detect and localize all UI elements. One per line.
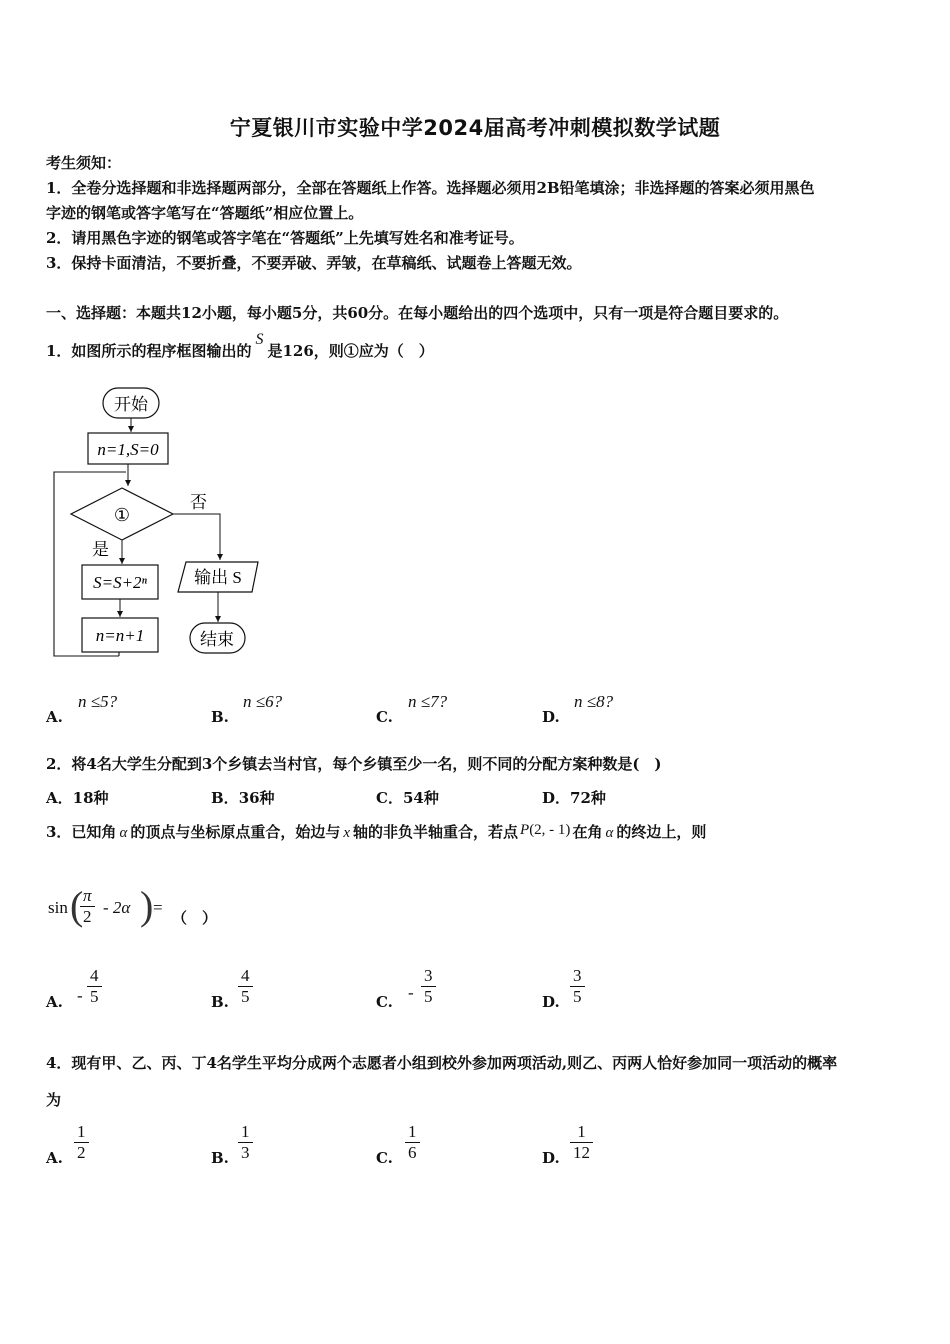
q3-option-c-fraction: $\frac{3}{5}$ — [421, 966, 436, 1007]
flow-step1-label: S=S+2ⁿ — [93, 573, 147, 592]
q3-option-a-sign: - — [77, 986, 83, 1005]
q4-option-d-label: D. — [542, 1149, 560, 1167]
q4-option-c-fraction: $\frac{1}{6}$ — [405, 1122, 420, 1163]
q1-suffix: 是126，则①应为（ ） — [267, 342, 434, 360]
question-2-text: 2．将4名大学生分配到3个乡镇去当村官，每个乡镇至少一名，则不同的分配方案种数是( ) — [46, 755, 662, 773]
q4-option-a-label: A. — [46, 1149, 63, 1167]
flow-output-label: 输出 S — [194, 568, 242, 587]
q1-option-c-label: C. — [376, 708, 393, 726]
flowchart — [40, 380, 280, 680]
q3-expr-eq: = — [153, 898, 163, 917]
q1-option-a-label: A. — [46, 708, 63, 726]
q3-option-d-label: D. — [542, 993, 560, 1011]
q4-option-c-label: C. — [376, 1149, 393, 1167]
q3-expr-rest: - 2α — [103, 898, 131, 917]
q3-option-a-fraction: $\frac{4}{5}$ — [87, 966, 102, 1007]
q3-option-b-fraction: $\frac{4}{5}$ — [238, 966, 253, 1007]
flow-init-label: n=1,S=0 — [97, 440, 159, 459]
q4-option-b-fraction: $\frac{1}{3}$ — [238, 1122, 253, 1163]
flow-end-label: 结束 — [200, 630, 234, 649]
section-heading: 一、选择题：本题共12小题，每小题5分，共60分。在每小题给出的四个选项中，只有一项是符合题目要求的。 — [46, 304, 789, 322]
q3-option-a-label: A. — [46, 993, 63, 1011]
notice-item-2: 2．请用黑色字迹的钢笔或答字笔在“答题纸”上先填写姓名和准考证号。 — [46, 229, 524, 247]
q2-option-a: A．18种 — [46, 789, 109, 807]
q2-option-d: D．72种 — [542, 789, 606, 807]
q1-option-a-text: n ≤5? — [78, 692, 118, 711]
q3-option-c-label: C. — [376, 993, 393, 1011]
notice-item-1-line-1: 1．全卷分选择题和非选择题两部分，全部在答题纸上作答。选择题必须用2B铅笔填涂；非选择题的答案必须用黑色 — [46, 179, 815, 197]
notice-item-3: 3．保持卡面清洁，不要折叠，不要弄破、弄皱，在草稿纸、试题卷上答题无效。 — [46, 254, 582, 272]
q1-option-b-label: B. — [211, 708, 229, 726]
page-title: 宁夏银川市实验中学2024届高考冲刺模拟数学试题 — [229, 116, 721, 140]
question-1-text — [46, 331, 434, 361]
q3-right-paren: ) — [140, 883, 154, 928]
notice-item-1-line-2: 字迹的钢笔或答字笔写在“答题纸”相应位置上。 — [46, 204, 364, 222]
q2-option-c: C．54种 — [376, 789, 439, 807]
q3-expr-fraction: $\frac{\pi}{2}$ — [80, 886, 95, 927]
flow-step2-label: n=n+1 — [95, 626, 145, 645]
q4-option-a-fraction: $\frac{1}{2}$ — [74, 1122, 89, 1163]
q3-left-paren: ( — [70, 883, 84, 928]
question-4-line-1: 4．现有甲、乙、丙、丁4名学生平均分成两个志愿者小组到校外参加两项活动,则乙、丙两人恰好参加同一项活动的概率 — [46, 1054, 838, 1072]
q1-prefix: 1．如图所示的程序框图输出的 — [46, 342, 252, 360]
q3-point: P(2, - 1) — [520, 822, 571, 838]
q4-option-d-fraction: $\frac{1}{12}$ — [570, 1122, 593, 1163]
q3-expr-blank: （ ） — [172, 909, 218, 927]
flow-no-label: 否 — [190, 493, 207, 512]
q1-var: S — [255, 331, 264, 348]
q3-option-d-fraction: $\frac{3}{5}$ — [570, 966, 585, 1007]
flow-yes-label: 是 — [92, 540, 109, 559]
notice-heading: 考生须知： — [46, 154, 122, 172]
q3-expr-sin: sin — [48, 898, 68, 917]
q1-option-d-label: D. — [542, 708, 560, 726]
question-3-text: 3．已知角 α 的顶点与坐标原点重合，始边与 x 轴的非负半轴重合，若点 P(2, - 1) 在角 α 的终边上，则 — [46, 822, 707, 841]
question-4-line-2: 为 — [46, 1091, 62, 1109]
q4-option-b-label: B. — [211, 1149, 229, 1167]
q3-option-c-sign: - — [408, 983, 414, 1002]
q1-option-c-text: n ≤7? — [408, 692, 448, 711]
q3-option-b-label: B. — [211, 993, 229, 1011]
q1-option-b-text: n ≤6? — [243, 692, 283, 711]
flow-condition-label: ① — [113, 505, 131, 525]
q2-option-b: B．36种 — [211, 789, 275, 807]
q1-option-d-text: n ≤8? — [574, 692, 614, 711]
flow-start-label: 开始 — [114, 395, 148, 414]
